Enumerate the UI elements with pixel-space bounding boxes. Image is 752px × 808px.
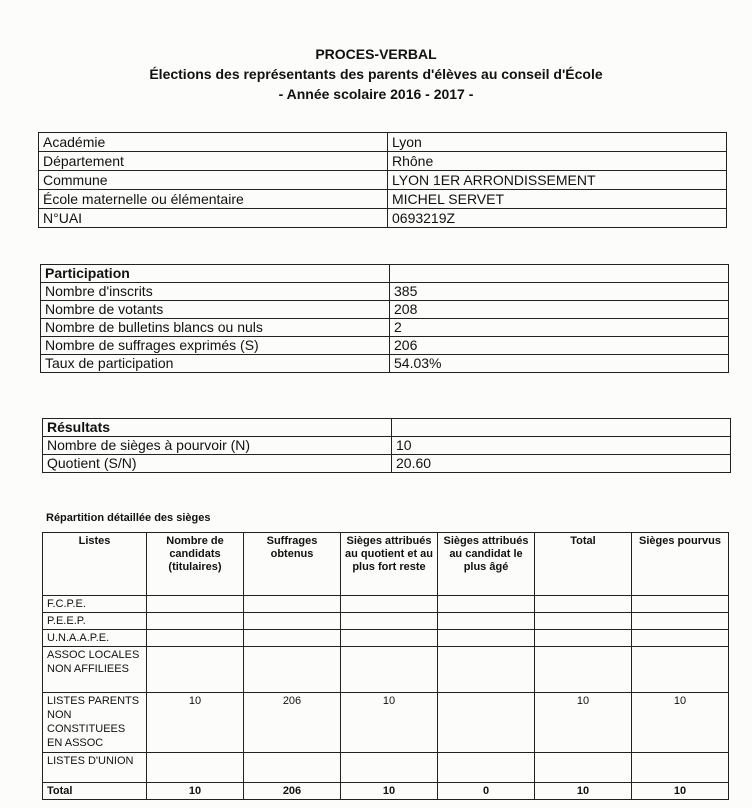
resultats-row <box>43 455 731 473</box>
cell-pourvus <box>632 753 729 783</box>
cell-quotient <box>341 596 438 613</box>
cell-total <box>535 613 632 630</box>
row-label: Nombre d'inscrits <box>41 283 390 301</box>
doc-title: PROCES-VERBAL <box>315 46 437 62</box>
participation-row <box>41 337 729 355</box>
col-header: Listes <box>43 533 147 596</box>
total-row <box>43 783 729 800</box>
row-value: 54.03% <box>390 355 729 373</box>
table-row <box>43 753 729 783</box>
cell-age <box>438 647 535 693</box>
resultats-table <box>42 418 731 473</box>
total-total: 10 <box>535 783 632 800</box>
row-label: Nombre de sièges à pourvoir (N) <box>43 437 392 455</box>
participation-table <box>40 264 729 373</box>
info-label: École maternelle ou élémentaire <box>39 190 388 209</box>
empty-cell <box>392 419 731 437</box>
cell-age <box>438 613 535 630</box>
cell-candidats <box>147 596 244 613</box>
cell-total <box>535 647 632 693</box>
info-value: MICHEL SERVET <box>388 190 727 209</box>
total-candidats: 10 <box>147 783 244 800</box>
cell-quotient: 10 <box>341 693 438 753</box>
info-label: Commune <box>39 171 388 190</box>
cell-suffrages <box>244 753 341 783</box>
row-value: 206 <box>390 337 729 355</box>
info-table <box>38 132 727 228</box>
cell-quotient <box>341 753 438 783</box>
cell-candidats <box>147 630 244 647</box>
cell-candidats <box>147 613 244 630</box>
cell-total <box>535 753 632 783</box>
doc-subtitle: Élections des représentants des parents d'élèves au conseil d'École <box>149 66 603 82</box>
row-value: 385 <box>390 283 729 301</box>
row-label: Nombre de votants <box>41 301 390 319</box>
col-header: Suffrages obtenus <box>244 533 341 596</box>
row-label: Nombre de suffrages exprimés (S) <box>41 337 390 355</box>
table-row <box>43 596 729 613</box>
cell-suffrages <box>244 647 341 693</box>
info-value: LYON 1ER ARRONDISSEMENT <box>388 171 727 190</box>
row-value: 10 <box>392 437 731 455</box>
row-label: Nombre de bulletins blancs ou nuls <box>41 319 390 337</box>
repartition-title: Répartition détaillée des sièges <box>46 512 211 524</box>
total-pourvus: 10 <box>632 783 729 800</box>
list-name: LISTES PARENTS NON CONSTITUEES EN ASSOC <box>43 693 147 753</box>
list-name: ASSOC LOCALES NON AFFILIEES <box>43 647 147 693</box>
col-header: Sièges attribués au candidat le plus âgé <box>438 533 535 596</box>
row-value: 208 <box>390 301 729 319</box>
participation-heading: Participation <box>41 265 390 283</box>
info-row <box>39 171 727 190</box>
table-row <box>43 693 729 753</box>
info-value: Lyon <box>388 133 727 152</box>
info-row <box>39 133 727 152</box>
resultats-heading: Résultats <box>43 419 392 437</box>
info-value: Rhône <box>388 152 727 171</box>
info-label: Académie <box>39 133 388 152</box>
cell-total <box>535 596 632 613</box>
cell-candidats <box>147 753 244 783</box>
row-label: Quotient (S/N) <box>43 455 392 473</box>
table-row <box>43 613 729 630</box>
list-name: U.N.A.A.P.E. <box>43 630 147 647</box>
school-year: - Année scolaire 2016 - 2017 - <box>278 86 474 102</box>
list-name: LISTES D'UNION <box>43 753 147 783</box>
col-header: Nombre de candidats (titulaires) <box>147 533 244 596</box>
cell-total: 10 <box>535 693 632 753</box>
total-quotient: 10 <box>341 783 438 800</box>
col-header: Sièges pourvus <box>632 533 729 596</box>
cell-pourvus <box>632 647 729 693</box>
cell-pourvus <box>632 596 729 613</box>
row-value: 2 <box>390 319 729 337</box>
participation-row <box>41 283 729 301</box>
total-suffrages: 206 <box>244 783 341 800</box>
cell-suffrages <box>244 596 341 613</box>
participation-row <box>41 355 729 373</box>
info-label: N°UAI <box>39 209 388 228</box>
cell-pourvus: 10 <box>632 693 729 753</box>
cell-quotient <box>341 613 438 630</box>
cell-candidats <box>147 647 244 693</box>
col-header: Sièges attribués au quotient et au plus fort reste <box>341 533 438 596</box>
row-label: Taux de participation <box>41 355 390 373</box>
cell-total <box>535 630 632 647</box>
info-value: 0693219Z <box>388 209 727 228</box>
resultats-row <box>43 437 731 455</box>
cell-age <box>438 596 535 613</box>
table-row <box>43 647 729 693</box>
list-name: F.C.P.E. <box>43 596 147 613</box>
total-label: Total <box>43 783 147 800</box>
cell-candidats: 10 <box>147 693 244 753</box>
info-row <box>39 152 727 171</box>
col-header: Total <box>535 533 632 596</box>
cell-quotient <box>341 630 438 647</box>
repartition-table <box>42 532 729 800</box>
empty-cell <box>390 265 729 283</box>
cell-quotient <box>341 647 438 693</box>
participation-row <box>41 301 729 319</box>
info-row <box>39 190 727 209</box>
table-row <box>43 630 729 647</box>
total-age: 0 <box>438 783 535 800</box>
cell-suffrages <box>244 630 341 647</box>
table-header-row <box>43 533 729 596</box>
row-value: 20.60 <box>392 455 731 473</box>
cell-age <box>438 693 535 753</box>
participation-row <box>41 319 729 337</box>
cell-age <box>438 753 535 783</box>
info-label: Département <box>39 152 388 171</box>
cell-suffrages: 206 <box>244 693 341 753</box>
info-row <box>39 209 727 228</box>
cell-pourvus <box>632 630 729 647</box>
cell-pourvus <box>632 613 729 630</box>
cell-suffrages <box>244 613 341 630</box>
cell-age <box>438 630 535 647</box>
list-name: P.E.E.P. <box>43 613 147 630</box>
